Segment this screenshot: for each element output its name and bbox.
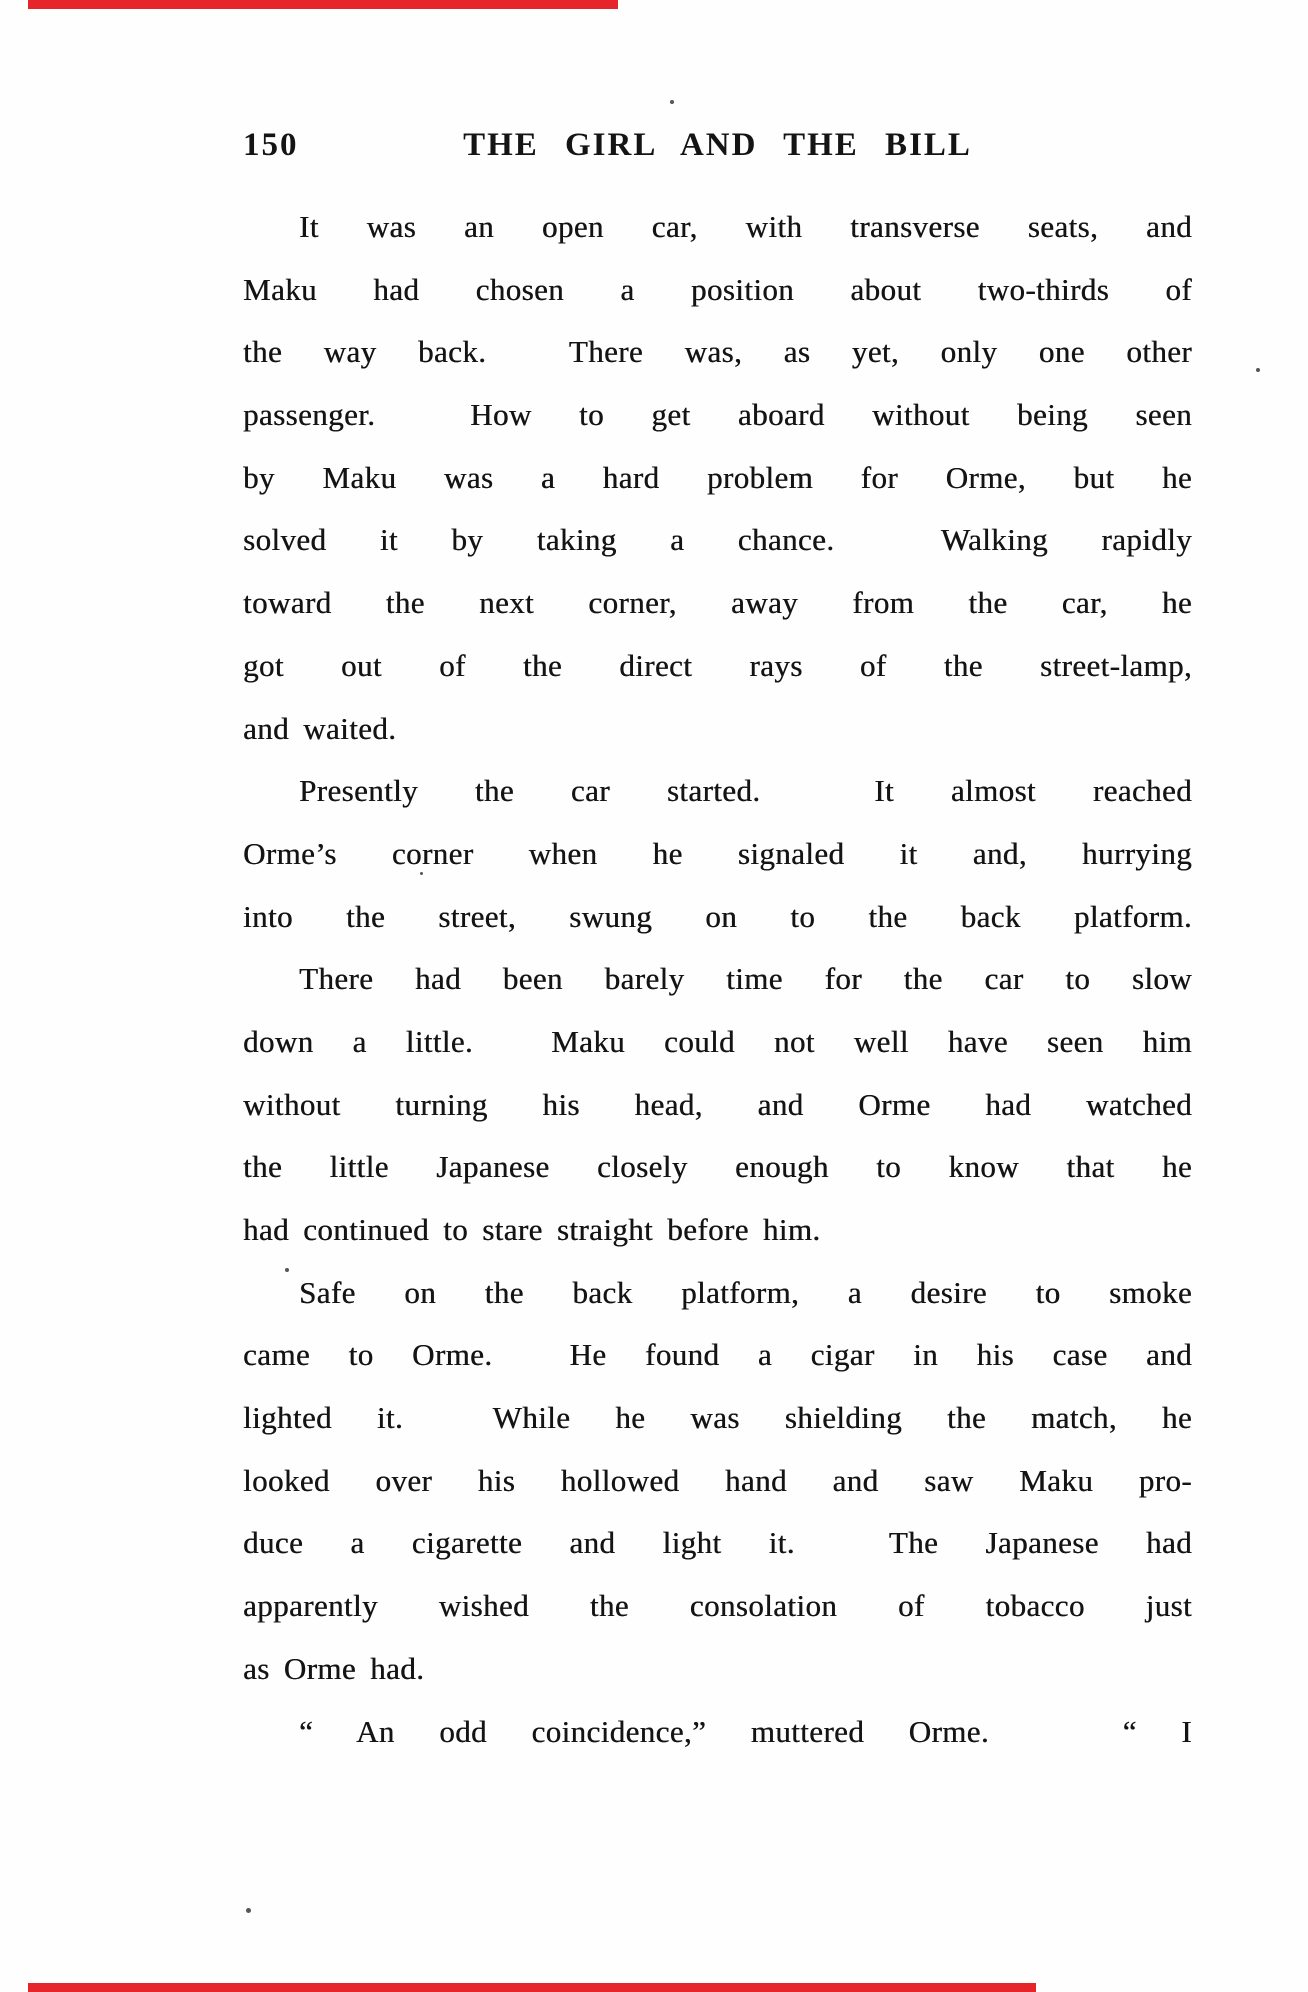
body-text [243,196,1192,1763]
text-line: lighted it. While he was shielding the match, he [243,1400,1192,1436]
text-line: the little Japanese closely enough to know that he [243,1149,1192,1185]
text-line: down a little. Maku could not well have seen him [243,1023,1192,1059]
text-line: had continued to stare straight before him. [243,1212,821,1247]
text-line: got out of the direct rays of the street-lamp, [243,647,1192,683]
text-block [243,127,1192,1763]
text-line: solved it by taking a chance. Walking rapidly [243,522,1192,558]
text-line: Orme’s corner when he signaled it and, hurrying [243,835,1192,871]
text-line: into the street, swung on to the back platform. [243,898,1192,934]
text-line: looked over his hollowed hand and saw Maku pro- [243,1462,1192,1498]
text-line: “ An odd coincidence,” muttered Orme. “ I [299,1713,1192,1749]
paragraph [243,1262,1192,1701]
text-line: passenger. How to get aboard without being seen [243,397,1192,433]
paragraph [243,196,1192,760]
scan-edge-artifact-bottom [28,1983,1036,1992]
page-number: 150 [243,127,299,163]
paragraph [243,760,1192,948]
text-line: by Maku was a hard problem for Orme, but he [243,459,1192,495]
text-line: as Orme had. [243,1650,425,1686]
text-line: It was an open car, with transverse seats, and [299,209,1192,244]
text-line: Safe on the back platform, a desire to smoke [299,1274,1192,1310]
text-line: and waited. [243,710,397,746]
ink-speck [1256,368,1260,372]
text-line: Presently the car started. It almost reached [299,773,1192,809]
text-line: without turning his head, and Orme had watched [243,1086,1192,1122]
text-line: apparently wished the consolation of tobacco just [243,1588,1192,1624]
text-line: toward the next corner, away from the car, he [243,585,1192,621]
text-line: the way back. There was, as yet, only one other [243,334,1192,370]
text-line: duce a cigarette and light it. The Japanese had [243,1525,1192,1561]
scan-edge-artifact-top [28,0,618,9]
ink-speck [670,100,674,104]
running-title: THE GIRL AND THE BILL [463,127,972,163]
page-header [243,127,1192,196]
ink-speck [246,1908,251,1913]
text-line: There had been barely time for the car to slow [299,961,1192,997]
paragraph [243,948,1192,1261]
text-line: Maku had chosen a position about two-thirds of [243,271,1192,307]
text-line: came to Orme. He found a cigar in his case and [243,1337,1192,1373]
paragraph [243,1701,1192,1764]
